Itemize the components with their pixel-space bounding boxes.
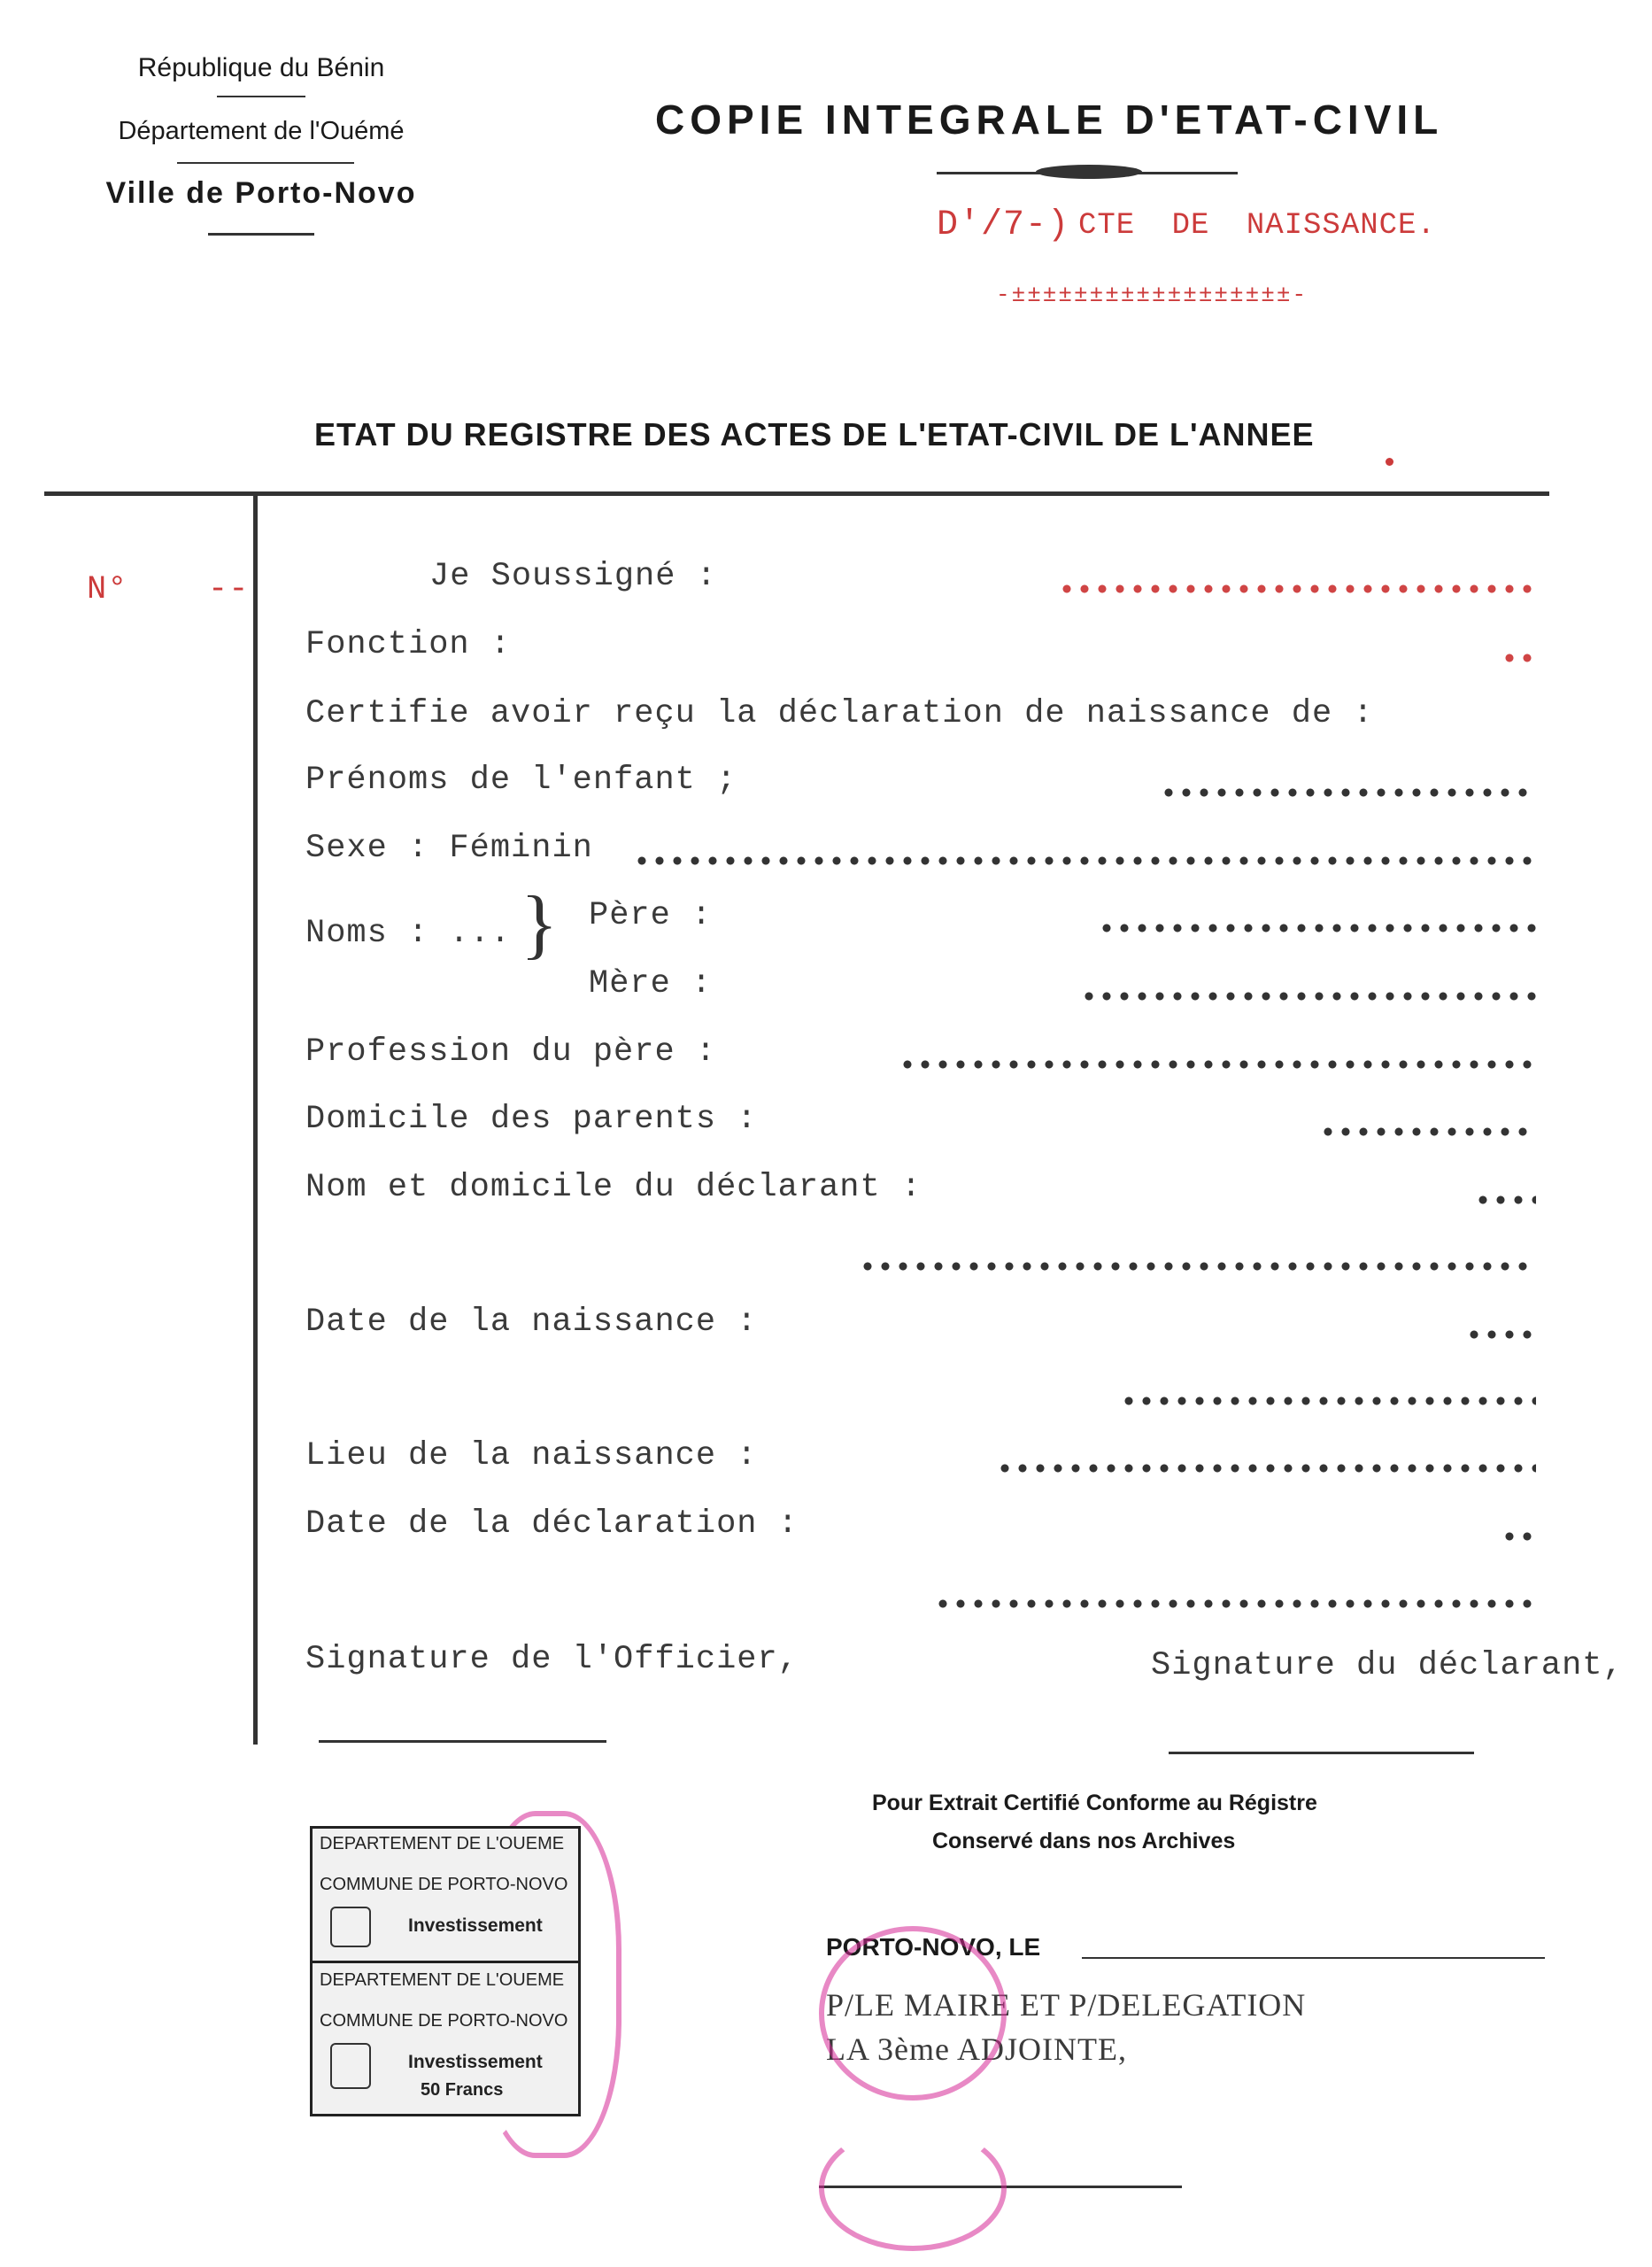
horizontal-rule: [44, 491, 1549, 496]
adjointe-line: LA 3ème ADJOINTE,: [826, 2031, 1127, 2067]
date-declaration-label: Date de la déclaration :: [305, 1505, 799, 1543]
profession-pere-label: Profession du père :: [305, 1033, 717, 1071]
prenoms-label: Prénoms de l'enfant ;: [305, 762, 737, 799]
prenoms-dots: [1160, 788, 1536, 797]
republic-label: République du Bénin: [137, 53, 385, 82]
stamp-amount: 50 Francs: [421, 2080, 504, 2100]
sexe-label: Sexe : Féminin: [305, 830, 593, 867]
nom-declarant-dots-2: [859, 1262, 1536, 1271]
divider: [177, 162, 354, 164]
document-title: COPIE INTEGRALE D'ETAT-CIVIL: [655, 97, 1444, 143]
noms-label: Noms : ...: [305, 915, 512, 952]
fonction-label: Fonction :: [305, 626, 512, 663]
city-label: Ville de Porto-Novo: [105, 176, 417, 210]
stamp-department: DEPARTEMENT DE L'OUEME: [320, 1834, 565, 1853]
lieu-naissance-dots: [996, 1464, 1536, 1473]
nom-declarant-label: Nom et domicile du déclarant :: [305, 1169, 922, 1206]
domicile-parents-label: Domicile des parents :: [305, 1101, 758, 1138]
stamp-commune: COMMUNE DE PORTO-NOVO: [320, 2011, 568, 2031]
header-left: [53, 53, 469, 211]
certifie-label: Certifie avoir reçu la déclaration de naissance de :: [305, 695, 1374, 732]
lieu-naissance-label: Lieu de la naissance :: [305, 1437, 758, 1474]
date-declaration-dots: [1501, 1532, 1536, 1541]
fiscal-stamp-1: [310, 1826, 581, 1966]
register-title: ETAT DU REGISTRE DES ACTES DE L'ETAT-CIVIL DE L'ANNEE: [314, 416, 1315, 453]
nom-declarant-dots: [1474, 1195, 1536, 1204]
noms-brace: }: [521, 881, 559, 967]
extrait-line2: Conservé dans nos Archives: [932, 1829, 1236, 1853]
divider: [208, 233, 314, 236]
department-label: Département de l'Ouémé: [118, 117, 405, 145]
pere-dots: [1098, 924, 1536, 932]
profession-pere-dots: [899, 1060, 1536, 1069]
date-naissance-dots-2: [1120, 1397, 1536, 1405]
signature-officier-line: [319, 1740, 606, 1743]
fiscal-stamp-2: [310, 1961, 581, 2116]
date-naissance-label: Date de la naissance :: [305, 1304, 758, 1341]
red-mark: [1386, 458, 1393, 466]
soussigne-dots: [1058, 584, 1536, 593]
title-underline-diamond: [1036, 165, 1142, 179]
act-type-rule: -±±±±±±±±±±±±±±±±±±-: [996, 282, 1308, 308]
mere-label: Mère :: [589, 965, 713, 1002]
date-declaration-dots-2: [934, 1599, 1536, 1608]
number-label: N°: [87, 571, 128, 608]
stamp-department: DEPARTEMENT DE L'OUEME: [320, 1970, 565, 1990]
signature-declarant-label: Signature du déclarant,: [1151, 1647, 1624, 1684]
act-type-prefix: D'/7-): [937, 205, 1070, 245]
domicile-parents-dots: [1319, 1127, 1536, 1136]
signature-officier-label: Signature de l'Officier,: [305, 1641, 799, 1678]
mere-dots: [1080, 992, 1536, 1001]
porto-novo-le: PORTO-NOVO, LE: [826, 1933, 1041, 1961]
number-value: --: [208, 571, 250, 608]
official-seal-right: [819, 1926, 1007, 2101]
divider: [217, 96, 305, 97]
signature-declarant-line: [1169, 1752, 1474, 1754]
stamp-label: Investissement: [408, 1915, 543, 1936]
sexe-dots: [633, 856, 1536, 865]
act-type: CTE DE NAISSANCE.: [1078, 209, 1436, 243]
pere-label: Père :: [589, 897, 713, 934]
extrait-line1: Pour Extrait Certifié Conforme au Régistre: [872, 1791, 1317, 1815]
fonction-dots: [1501, 654, 1536, 662]
maire-line: P/LE MAIRE ET P/DELEGATION: [826, 1987, 1307, 2023]
soussigne-label: Je Soussigné :: [429, 558, 717, 595]
vertical-rule: [253, 496, 258, 1745]
coat-of-arms-icon: [330, 2043, 371, 2089]
coat-of-arms-icon: [330, 1907, 371, 1947]
stamp-label: Investissement: [408, 2052, 543, 2072]
date-line: [1082, 1957, 1545, 1959]
official-seal-bottom: [819, 2125, 1007, 2251]
date-naissance-dots: [1465, 1330, 1536, 1339]
stamp-commune: COMMUNE DE PORTO-NOVO: [320, 1875, 568, 1894]
